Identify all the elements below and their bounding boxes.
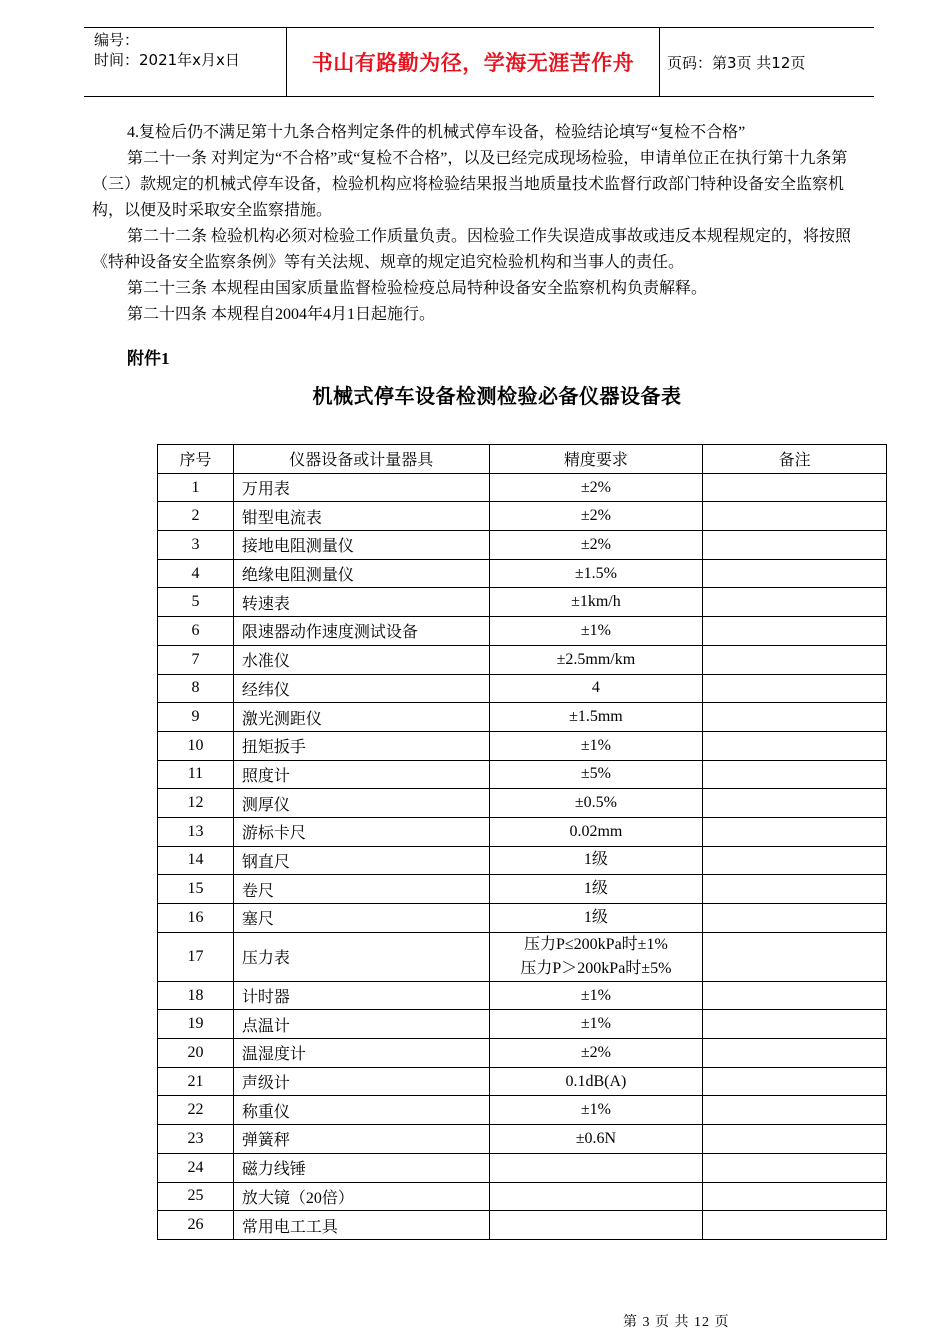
table-row <box>158 645 887 674</box>
precision-requirement <box>489 1153 703 1182</box>
equipment-name: 弹簧秤 <box>233 1125 489 1154</box>
table-row <box>158 1153 887 1182</box>
equipment-name: 照度计 <box>233 760 489 789</box>
row-number: 4 <box>158 559 234 588</box>
precision-requirement: ±1% <box>489 1010 703 1039</box>
row-number: 13 <box>158 817 234 846</box>
row-number: 24 <box>158 1153 234 1182</box>
paragraph: 4.复检后仍不满足第十九条合格判定条件的机械式停车设备，检验结论填写“复检不合格” <box>127 124 746 141</box>
precision-requirement: ±1% <box>489 617 703 646</box>
table-row <box>158 559 887 588</box>
row-number: 21 <box>158 1067 234 1096</box>
header-page-info: 页码：第3页 共12页 <box>667 53 806 72</box>
row-number: 1 <box>158 473 234 502</box>
table-row <box>158 617 887 646</box>
equipment-name: 万用表 <box>233 473 489 502</box>
precision-requirement: ±1% <box>489 731 703 760</box>
table-row <box>158 875 887 904</box>
row-note <box>703 559 887 588</box>
table-header-row <box>158 445 887 474</box>
equipment-name: 经纬仪 <box>233 674 489 703</box>
row-note <box>703 473 887 502</box>
row-note <box>703 1010 887 1039</box>
row-number: 15 <box>158 875 234 904</box>
table-row <box>158 1125 887 1154</box>
equipment-name: 声级计 <box>233 1067 489 1096</box>
row-number: 16 <box>158 904 234 933</box>
equipment-name: 水准仪 <box>233 645 489 674</box>
row-note <box>703 932 887 981</box>
precision-requirement <box>489 1211 703 1240</box>
row-number: 9 <box>158 703 234 732</box>
column-header-precision: 精度要求 <box>489 445 703 474</box>
row-note <box>703 875 887 904</box>
row-note <box>703 789 887 818</box>
equipment-name: 计时器 <box>233 981 489 1010</box>
row-number: 20 <box>158 1039 234 1068</box>
document-number-label: 编号： <box>94 31 140 49</box>
precision-requirement: ±1.5mm <box>489 703 703 732</box>
precision-requirement <box>489 932 703 981</box>
equipment-name: 接地电阻测量仪 <box>233 531 489 560</box>
table-row <box>158 1182 887 1211</box>
table-title: 机械式停车设备检测检验必备仪器设备表 <box>312 384 682 408</box>
precision-requirement: 1级 <box>489 904 703 933</box>
row-note <box>703 502 887 531</box>
table-row <box>158 703 887 732</box>
row-note <box>703 1125 887 1154</box>
equipment-name: 钢直尺 <box>233 846 489 875</box>
equipment-name: 转速表 <box>233 588 489 617</box>
equipment-name: 压力表 <box>233 932 489 981</box>
row-note <box>703 645 887 674</box>
precision-requirement: ±2% <box>489 502 703 531</box>
equipment-table <box>157 444 887 1240</box>
equipment-name: 温湿度计 <box>233 1039 489 1068</box>
row-number: 6 <box>158 617 234 646</box>
row-note <box>703 1096 887 1125</box>
row-note <box>703 1211 887 1240</box>
page-header <box>84 27 874 97</box>
precision-requirement: ±0.6N <box>489 1125 703 1154</box>
table-row <box>158 588 887 617</box>
paragraph: 第二十三条 本规程由国家质量监督检验检疫总局特种设备安全监察机构负责解释。 <box>127 280 708 297</box>
row-number: 18 <box>158 981 234 1010</box>
row-number: 22 <box>158 1096 234 1125</box>
table-body <box>158 473 887 1239</box>
precision-requirement: ±5% <box>489 760 703 789</box>
precision-requirement: 1级 <box>489 875 703 904</box>
row-note <box>703 1039 887 1068</box>
row-note <box>703 1153 887 1182</box>
equipment-name: 扭矩扳手 <box>233 731 489 760</box>
paragraph: 第二十二条 检验机构必须对检验工作质量负责。因检验工作失误造成事故或违反本规程规定的，将按照《特种设备安全监察条例》等有关法规、规章的规定追究检验机构和当事人的责任。 <box>92 228 852 271</box>
equipment-name: 称重仪 <box>233 1096 489 1125</box>
equipment-name: 放大镜（20倍） <box>233 1182 489 1211</box>
row-note <box>703 703 887 732</box>
column-header-number: 序号 <box>158 445 234 474</box>
equipment-name: 激光测距仪 <box>233 703 489 732</box>
document-time-label: 时间：2021年x月x日 <box>94 51 240 69</box>
table-row <box>158 1211 887 1240</box>
row-number: 10 <box>158 731 234 760</box>
table-row <box>158 1010 887 1039</box>
table-row <box>158 1096 887 1125</box>
precision-line: 压力P＞200kPa时±5% <box>520 959 672 977</box>
equipment-name: 钳型电流表 <box>233 502 489 531</box>
row-number: 12 <box>158 789 234 818</box>
row-number: 23 <box>158 1125 234 1154</box>
table-row <box>158 674 887 703</box>
table-row <box>158 789 887 818</box>
row-number: 2 <box>158 502 234 531</box>
equipment-name: 点温计 <box>233 1010 489 1039</box>
table-row <box>158 502 887 531</box>
precision-requirement: ±1% <box>489 1096 703 1125</box>
row-note <box>703 731 887 760</box>
row-note <box>703 981 887 1010</box>
equipment-name: 常用电工工具 <box>233 1211 489 1240</box>
paragraph: 第二十四条 本规程自2004年4月1日起施行。 <box>127 306 436 323</box>
precision-requirement: 0.02mm <box>489 817 703 846</box>
header-meta <box>94 30 286 94</box>
table-row <box>158 473 887 502</box>
equipment-name: 绝缘电阻测量仪 <box>233 559 489 588</box>
row-number: 7 <box>158 645 234 674</box>
column-header-note: 备注 <box>703 445 887 474</box>
row-note <box>703 760 887 789</box>
row-note <box>703 1182 887 1211</box>
equipment-name: 限速器动作速度测试设备 <box>233 617 489 646</box>
precision-line: 压力P≤200kPa时±1% <box>524 935 668 953</box>
table-row <box>158 531 887 560</box>
precision-requirement: ±2% <box>489 1039 703 1068</box>
precision-requirement: 1级 <box>489 846 703 875</box>
row-number: 14 <box>158 846 234 875</box>
header-motto: 书山有路勤为径，学海无涯苦作舟 <box>311 51 635 75</box>
precision-requirement: ±1.5% <box>489 559 703 588</box>
body-paragraphs <box>92 120 872 328</box>
table-row <box>158 981 887 1010</box>
precision-requirement: ±1% <box>489 981 703 1010</box>
precision-requirement: ±2.5mm/km <box>489 645 703 674</box>
table-row <box>158 817 887 846</box>
header-divider <box>659 28 660 96</box>
row-note <box>703 588 887 617</box>
precision-requirement: ±2% <box>489 473 703 502</box>
table-row <box>158 760 887 789</box>
table-row <box>158 731 887 760</box>
row-number: 26 <box>158 1211 234 1240</box>
table-row <box>158 846 887 875</box>
precision-requirement <box>489 1182 703 1211</box>
row-note <box>703 617 887 646</box>
row-number: 17 <box>158 932 234 981</box>
equipment-name: 塞尺 <box>233 904 489 933</box>
precision-requirement: 0.1dB(A) <box>489 1067 703 1096</box>
equipment-name: 游标卡尺 <box>233 817 489 846</box>
paragraph: 第二十一条 对判定为“不合格”或“复检不合格”，以及已经完成现场检验，申请单位正在执行第十九条第（三）款规定的机械式停车设备，检验机构应将检验结果报当地质量技术监督行政部门特种设备安全监察机构，以便及时采取安全监察措施。 <box>92 150 848 219</box>
row-number: 8 <box>158 674 234 703</box>
row-note <box>703 904 887 933</box>
row-note <box>703 846 887 875</box>
row-note <box>703 531 887 560</box>
precision-requirement: ±1km/h <box>489 588 703 617</box>
table-row <box>158 904 887 933</box>
row-note <box>703 817 887 846</box>
table-row <box>158 1067 887 1096</box>
table-row <box>158 932 887 981</box>
table-row <box>158 1039 887 1068</box>
precision-requirement: ±2% <box>489 531 703 560</box>
precision-requirement: 4 <box>489 674 703 703</box>
equipment-name: 测厚仪 <box>233 789 489 818</box>
attachment-label: 附件1 <box>127 349 170 368</box>
row-number: 25 <box>158 1182 234 1211</box>
column-header-equipment: 仪器设备或计量器具 <box>233 445 489 474</box>
page-footer: 第 3 页 共 12 页 <box>623 1315 730 1330</box>
equipment-name: 磁力线锤 <box>233 1153 489 1182</box>
equipment-name: 卷尺 <box>233 875 489 904</box>
row-number: 5 <box>158 588 234 617</box>
row-number: 3 <box>158 531 234 560</box>
row-number: 11 <box>158 760 234 789</box>
row-note <box>703 1067 887 1096</box>
row-note <box>703 674 887 703</box>
row-number: 19 <box>158 1010 234 1039</box>
precision-requirement: ±0.5% <box>489 789 703 818</box>
